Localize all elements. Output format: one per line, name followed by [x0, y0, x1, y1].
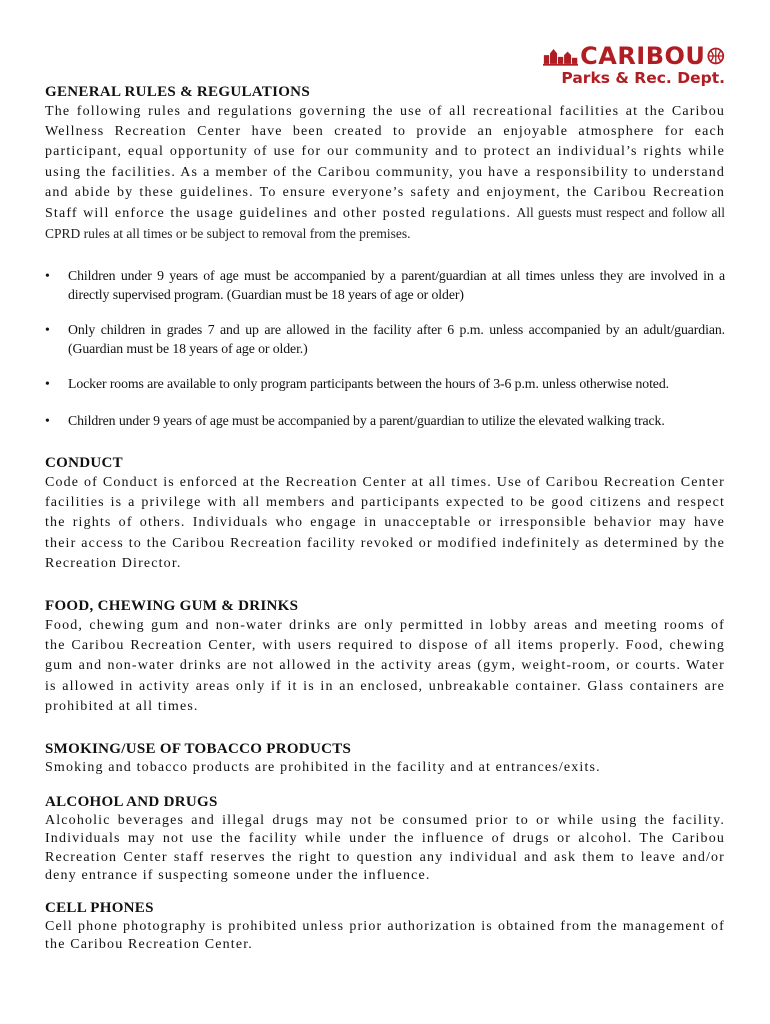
list-item: • Children under 9 years of age must be accompanied by a parent/guardian at all times unless they are involved in a directly supervised program. (Guardian must be 18 years of age or older) [45, 268, 725, 302]
smoking-section [45, 739, 725, 777]
cell-phones-heading: CELL PHONES [45, 900, 154, 916]
bullet-dot-icon: • [45, 322, 50, 337]
general-rules-heading: GENERAL RULES & REGULATIONS [45, 84, 310, 100]
alcohol-body: Alcoholic beverages and illegal drugs may not be consumed prior to or while using the facility. Individuals may not use the facility while under the influence of drugs or alcohol. The Caribou Recreation Center staff reserves the right to question any individual and ask them to leave and/or deny entrance if suspecting someone under the influence. [45, 813, 725, 883]
general-rules-tail: All guests must respect and follow all CPRD rules at all times or be subject to removal from the premises. [45, 205, 725, 242]
general-rules-section [45, 82, 725, 245]
rules-bullet-list [45, 266, 725, 430]
alcohol-section [45, 792, 725, 885]
list-item: • Locker rooms are available to only program participants between the hours of 3-6 p.m. unless otherwise noted. [45, 376, 669, 391]
smoking-heading: SMOKING/USE OF TOBACCO PRODUCTS [45, 741, 352, 757]
cell-phones-section [45, 898, 725, 955]
bullet-dot-icon: • [45, 268, 50, 283]
conduct-body: Code of Conduct is enforced at the Recreation Center at all times. Use of Caribou Recreation Center facilities is a privilege with all members and participants expected to be good citizens and respect the rights of others. Individuals who engage in unacceptable or irresponsible behavior may have their access to the Caribou Recreation facility revoked or modified indefinitely as determined by the Recreation Director. [45, 475, 725, 571]
town-skyline-icon [543, 45, 578, 67]
caribou-parks-logo [543, 44, 725, 87]
food-body: Food, chewing gum and non-water drinks are only permitted in lobby areas and meeting rooms of the Caribou Recreation Center, with users required to dispose of all items properly. Food, chewing gum and non-water drinks are not allowed in the activity areas (gym, weight-room, or courts. Water is allowed in activity areas only if it is in an enclosed, unbreakable container. Glass containers are prohibited at all times. [45, 618, 725, 714]
list-item: • Only children in grades 7 and up are allowed in the facility after 6 p.m. unless accompanied by an adult/guardian. (Guardian must be 18 years of age or older.) [45, 322, 725, 356]
bullet-dot-icon: • [45, 376, 50, 391]
cell-phones-body: Cell phone photography is prohibited unless prior authorization is obtained from the management of the Caribou Recreation Center. [45, 919, 725, 953]
sports-ball-icon [707, 46, 725, 66]
alcohol-heading: ALCOHOL AND DRUGS [45, 794, 218, 810]
general-rules-text: The following rules and regulations governing the use of all recreational facilities at the Caribou Wellness Recreation Center have been created to provide an enjoyable atmosphere for each participant, equal opportunity of use for our community and to protect an individual’s rights while using the facilities. As a member of the Caribou community, you have a responsibility to understand and abide by these guidelines. To ensure everyone’s safety and enjoyment, the Caribou Recreation Staff will enforce the usage guidelines and other posted regulations. [45, 104, 725, 222]
smoking-body: Smoking and tobacco products are prohibited in the facility and at entrances/exits. [45, 760, 601, 775]
food-heading: FOOD, CHEWING GUM & DRINKS [45, 598, 299, 614]
food-section [45, 596, 725, 717]
list-item: • Children under 9 years of age must be accompanied by a parent/guardian to utilize the elevated walking track. [45, 413, 665, 428]
conduct-section [45, 453, 725, 574]
logo-subtitle: Parks & Rec. Dept. [561, 69, 725, 87]
general-rules-body [45, 102, 725, 245]
bullet-dot-icon: • [45, 413, 50, 428]
logo-brand-row [543, 44, 725, 68]
logo-brand-text: CARIBOU [580, 42, 706, 70]
conduct-heading: CONDUCT [45, 455, 123, 471]
